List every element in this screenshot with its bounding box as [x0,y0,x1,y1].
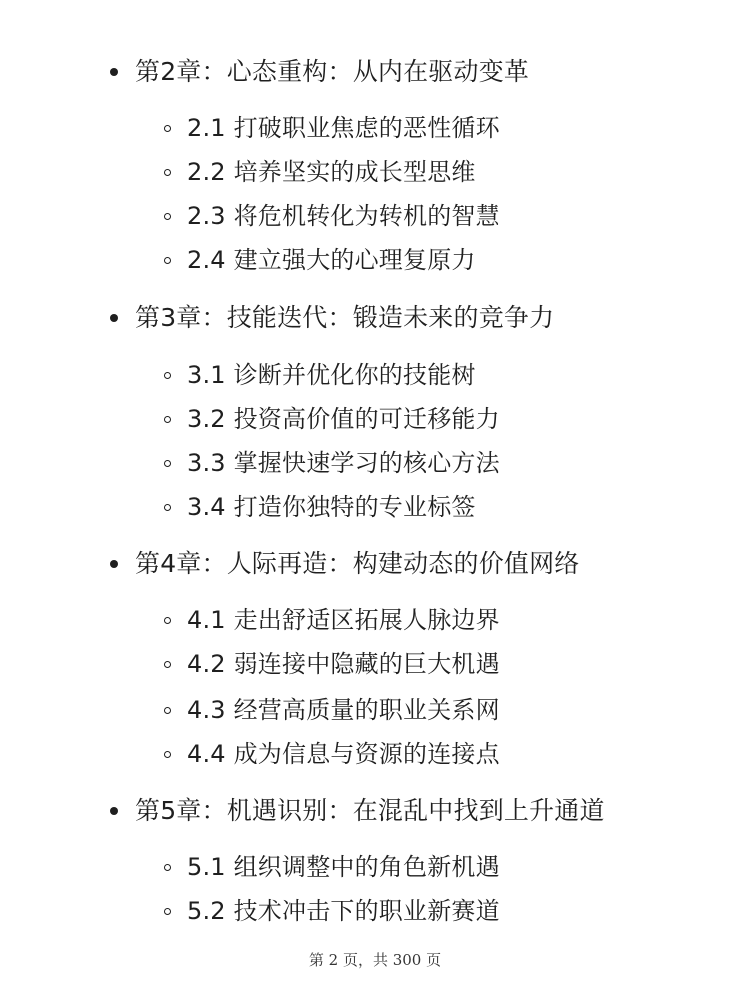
section-title: 2.3 将危机转化为转机的智慧 [187,202,500,230]
chapter-5-item [110,791,605,831]
circle-bullet-icon [164,257,171,264]
circle-bullet-icon [164,416,171,423]
section-title: 4.2 弱连接中隐藏的巨大机遇 [187,650,500,678]
bullet-icon [110,314,118,322]
circle-bullet-icon [164,908,171,915]
circle-bullet-icon [164,617,171,624]
circle-bullet-icon [164,751,171,758]
page-number-footer: 第 2 页，共 300 页 [308,951,442,969]
section-item [164,357,476,393]
section-title: 3.1 诊断并优化你的技能树 [187,361,476,389]
section-title: 3.2 投资高价值的可迁移能力 [187,405,500,433]
section-item [164,893,500,929]
chapter-4-item [110,544,580,584]
circle-bullet-icon [164,372,171,379]
chapter-3-item [110,298,554,338]
circle-bullet-icon [164,169,171,176]
chapter-title: 第4章：人际再造：构建动态的价值网络 [135,549,580,578]
bullet-icon [110,807,118,815]
section-title: 2.1 打破职业焦虑的恶性循环 [187,114,500,142]
section-item [164,489,476,525]
section-item [164,110,500,146]
section-title: 4.1 走出舒适区拓展人脉边界 [187,606,500,634]
section-item [164,401,500,437]
section-item [164,242,476,278]
section-item [164,646,500,682]
section-title: 4.3 经营高质量的职业关系网 [187,696,500,724]
section-item [164,849,500,885]
section-item [164,445,500,481]
bullet-icon [110,68,118,76]
section-title: 5.1 组织调整中的角色新机遇 [187,853,500,881]
circle-bullet-icon [164,504,171,511]
circle-bullet-icon [164,125,171,132]
circle-bullet-icon [164,864,171,871]
section-item [164,154,476,190]
section-title: 3.3 掌握快速学习的核心方法 [187,449,500,477]
section-title: 3.4 打造你独特的专业标签 [187,493,476,521]
section-item [164,602,500,638]
section-item [164,198,500,234]
chapter-title: 第2章：心态重构：从内在驱动变革 [135,57,530,86]
circle-bullet-icon [164,460,171,467]
circle-bullet-icon [164,661,171,668]
chapter-2-item [110,52,529,92]
bullet-icon [110,560,118,568]
chapter-title: 第5章：机遇识别：在混乱中找到上升通道 [135,796,605,825]
section-title: 2.4 建立强大的心理复原力 [187,246,476,274]
section-item [164,736,500,772]
chapter-title: 第3章：技能迭代：锻造未来的竞争力 [135,303,555,332]
section-title: 4.4 成为信息与资源的连接点 [187,740,500,768]
section-title: 2.2 培养坚实的成长型思维 [187,158,476,186]
section-item [164,692,500,728]
circle-bullet-icon [164,707,171,714]
circle-bullet-icon [164,213,171,220]
section-title: 5.2 技术冲击下的职业新赛道 [187,897,500,925]
